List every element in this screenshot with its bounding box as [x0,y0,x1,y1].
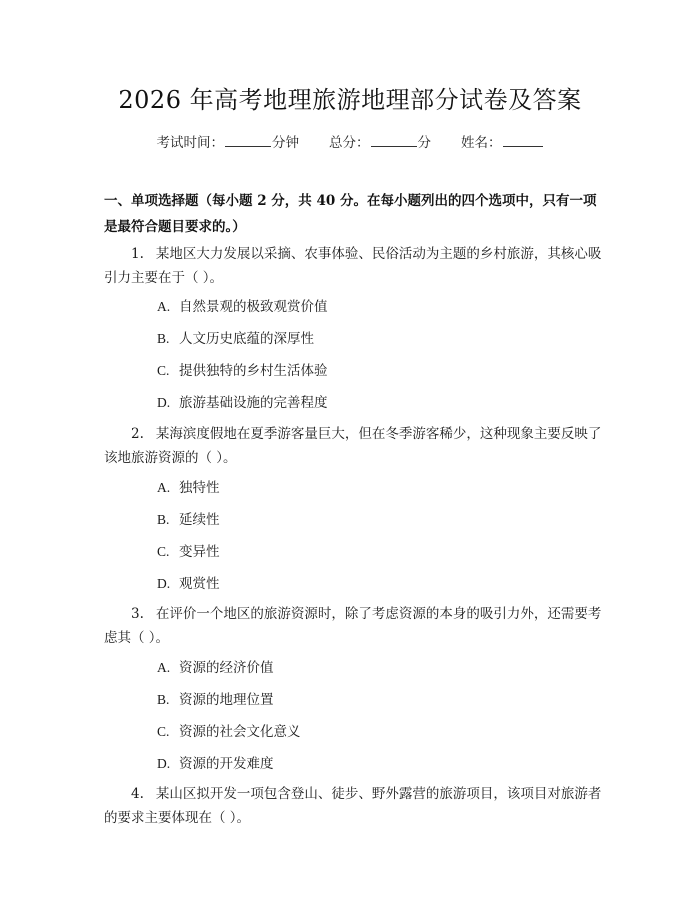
question-4 [104,782,604,830]
option-text: 独特性 [179,480,220,496]
student-name-blank [503,134,543,147]
question-1 [104,242,604,290]
option-1a [157,295,328,315]
option-text: 资源的地理位置 [179,692,274,708]
option-3a [157,656,274,676]
exam-time-blank [225,134,271,147]
student-name-field [461,131,544,151]
option-3b [157,688,274,708]
question-number: 4. [131,786,144,802]
option-letter: D. [157,395,171,410]
option-2b [157,508,220,528]
option-letter: A. [157,299,171,314]
question-number: 2. [131,426,144,442]
option-text: 资源的开发难度 [179,756,274,772]
total-score-field [329,131,431,151]
option-text: 自然景观的极致观赏价值 [179,299,328,315]
exam-time-field [157,131,300,151]
question-text: 某地区大力发展以采摘、农事体验、民俗活动为主题的乡村旅游，其核心吸引力主要在于（ ）。 [104,246,602,286]
option-1c [157,359,328,379]
option-text: 资源的经济价值 [179,660,274,676]
option-3d [157,752,274,772]
option-letter: C. [157,544,170,559]
option-letter: A. [157,480,171,495]
option-text: 观赏性 [179,576,220,592]
page-title: 2026 年高考地理旅游地理部分试卷及答案 [118,86,582,114]
total-score-blank [371,134,417,147]
question-3 [104,602,604,650]
option-letter: D. [157,756,171,771]
option-text: 资源的社会文化意义 [179,724,301,740]
option-letter: D. [157,576,171,591]
total-score-label: 总分： [329,135,370,151]
option-text: 旅游基础设施的完善程度 [179,395,328,411]
question-2 [104,422,604,470]
option-3c [157,720,301,740]
question-number: 1. [131,246,144,262]
option-letter: B. [157,331,170,346]
option-2a [157,476,220,496]
option-1d [157,391,328,411]
total-score-unit: 分 [417,135,431,151]
exam-meta-row [0,131,700,151]
exam-time-unit: 分钟 [272,135,299,151]
student-name-label: 姓名： [461,135,502,151]
option-2d [157,572,220,592]
option-text: 变异性 [179,544,220,560]
option-text: 人文历史底蕴的深厚性 [179,331,314,347]
question-text: 在评价一个地区的旅游资源时，除了考虑资源的本身的吸引力外，还需要考虑其（ ）。 [104,606,602,646]
option-1b [157,327,314,347]
option-letter: B. [157,512,170,527]
section-heading: 一、单项选择题（每小题 2 分，共 40 分。在每小题列出的四个选项中，只有一项是最符合题目要求的。） [104,193,597,235]
exam-time-label: 考试时间： [156,135,224,151]
option-letter: C. [157,724,170,739]
question-number: 3. [131,606,144,622]
option-letter: A. [157,660,171,675]
option-2c [157,540,220,560]
question-text: 某海滨度假地在夏季游客量巨大，但在冬季游客稀少，这种现象主要反映了该地旅游资源的（ ）。 [104,426,602,466]
option-text: 提供独特的乡村生活体验 [179,363,328,379]
question-text: 某山区拟开发一项包含登山、徒步、野外露营的旅游项目，该项目对旅游者的要求主要体现在（ ）。 [104,786,602,826]
option-letter: C. [157,363,170,378]
option-text: 延续性 [179,512,220,528]
option-letter: B. [157,692,170,707]
